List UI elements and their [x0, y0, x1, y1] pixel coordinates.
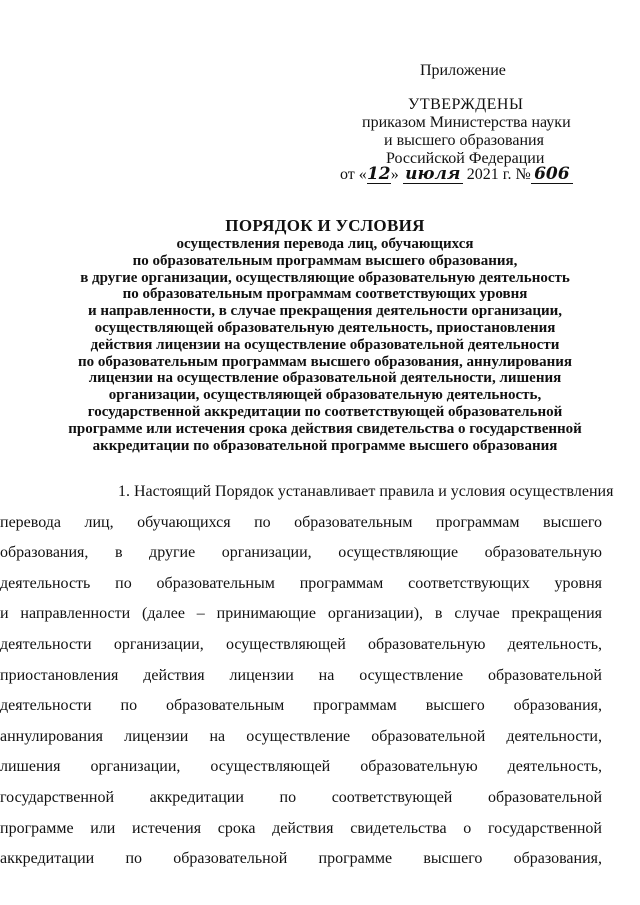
- paragraph-line: аккредитации по образовательной программе высшего образования,: [0, 850, 602, 868]
- order-number: 606: [531, 166, 573, 184]
- appendix-label: Приложение: [420, 62, 506, 79]
- date-prefix: от «: [340, 166, 367, 183]
- date-day: 12: [366, 164, 391, 184]
- document-subtitle: [60, 236, 590, 454]
- paragraph-line: деятельность по образовательным программам соответствующих уровня: [0, 574, 602, 592]
- approved-title: УТВЕРЖДЕНЫ: [408, 96, 524, 113]
- date-month: июля: [403, 166, 463, 184]
- paragraph-line: 1. Настоящий Порядок устанавливает правила и условия осуществления: [118, 483, 614, 500]
- date-mid: »: [390, 166, 399, 183]
- subtitle-line: по образовательным программам высшего образования, аннулирования: [78, 353, 572, 370]
- paragraph-line: лишения организации, осуществляющей образовательную деятельность,: [0, 758, 602, 776]
- subtitle-line: действия лицензии на осуществление образовательной деятельности: [90, 336, 560, 353]
- subtitle-line: государственной аккредитации по соответствующей образовательной: [87, 403, 563, 420]
- paragraph-line: деятельности организации, осуществляющей образовательную деятельность,: [0, 635, 602, 653]
- order-issuer-line: приказом Министерства науки: [362, 114, 571, 131]
- paragraph-line: приостановления действия лицензии на осуществление образовательной: [0, 666, 602, 684]
- subtitle-line: осуществляющей образовательную деятельность, приостановления: [94, 319, 556, 336]
- subtitle-line: по образовательным программам высшего образования,: [132, 252, 518, 269]
- paragraph-line: перевода лиц, обучающихся по образовательным программам высшего: [0, 513, 602, 531]
- subtitle-line: организации, осуществляющей образовательную деятельность,: [108, 387, 542, 404]
- subtitle-line: и направленности, в случае прекращения деятельности организации,: [87, 303, 563, 320]
- paragraph-line: государственной аккредитации по соответствующей образовательной: [0, 788, 602, 806]
- date-year: 2021 г. №: [466, 166, 531, 183]
- paragraph-line: аннулирования лицензии на осуществление образовательной деятельности,: [0, 727, 602, 745]
- subtitle-line: в другие организации, осуществляющие образовательную деятельность: [80, 269, 570, 286]
- paragraph-1: [0, 477, 614, 875]
- subtitle-line: аккредитации по образовательной программе высшего образования: [92, 437, 558, 454]
- order-date-line: [340, 166, 573, 184]
- document-title: ПОРЯДОК И УСЛОВИЯ: [225, 216, 425, 235]
- subtitle-line: программе или истечения срока действия свидетельства о государственной: [68, 420, 582, 437]
- paragraph-line: программе или истечения срока действия свидетельства о государственной: [0, 819, 602, 837]
- order-issuer-line: Российской Федерации: [386, 150, 545, 167]
- subtitle-line: осуществления перевода лиц, обучающихся: [176, 236, 474, 252]
- order-issuer-line: и высшего образования: [384, 132, 544, 149]
- subtitle-line: лицензии на осуществление образовательной деятельности, лишения: [88, 370, 562, 387]
- paragraph-line: образования, в другие организации, осуществляющие образовательную: [0, 544, 602, 562]
- paragraph-line: деятельности по образовательным программам высшего образования,: [0, 697, 602, 715]
- paragraph-line: и направленности (далее – принимающие организации), в случае прекращения: [0, 605, 602, 623]
- subtitle-line: по образовательным программам соответствующих уровня: [122, 286, 528, 303]
